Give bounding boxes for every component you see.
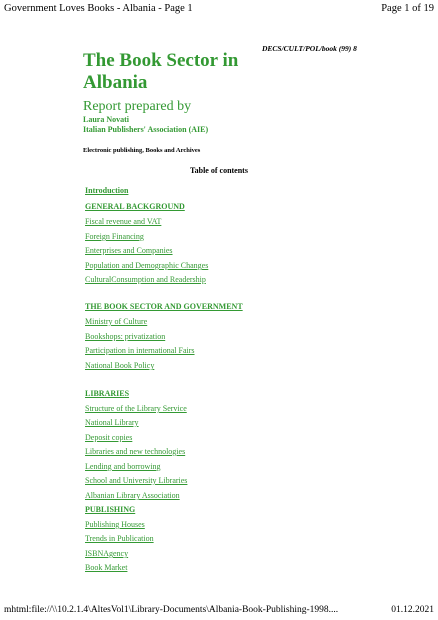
- toc-link[interactable]: Trends in Publication: [85, 534, 154, 543]
- toc-link[interactable]: Participation in international Fairs: [85, 346, 195, 355]
- toc-link[interactable]: School and University Libraries: [85, 476, 188, 485]
- toc-link[interactable]: Albanian Library Association: [85, 491, 180, 500]
- toc-link[interactable]: Enterprises and Companies: [85, 246, 173, 255]
- page-number: Page 1 of 19: [381, 3, 434, 14]
- toc-link[interactable]: CulturalConsumption and Readership: [85, 275, 206, 284]
- document-title: The Book Sector in Albania: [83, 50, 239, 93]
- toc-link[interactable]: Publishing Houses: [85, 520, 145, 529]
- toc-link[interactable]: Foreign Financing: [85, 232, 144, 241]
- report-prepared-label: Report prepared by: [83, 99, 192, 114]
- toc-link[interactable]: Lending and borrowing: [85, 462, 161, 471]
- print-header: [4, 3, 434, 17]
- toc-section-link[interactable]: Introduction: [85, 186, 129, 195]
- toc-link[interactable]: Ministry of Culture: [85, 317, 148, 326]
- author-association: Italian Publishers' Association (AIE): [83, 125, 209, 134]
- toc-link[interactable]: Structure of the Library Service: [85, 404, 187, 413]
- source-path: mhtml:file://\\10.2.1.4\AltesVol1\Library-Documents\Albania-Book-Publishing-1998....: [4, 605, 339, 615]
- toc-link[interactable]: Deposit copies: [85, 433, 133, 442]
- toc-link[interactable]: Libraries and new technologies: [85, 447, 186, 456]
- toc-link[interactable]: Bookshops: privatization: [85, 332, 166, 341]
- page-header-title: Government Loves Books - Albania - Page 1: [4, 3, 193, 14]
- author-name: Laura Novati: [83, 115, 129, 124]
- toc-link[interactable]: Book Market: [85, 563, 128, 572]
- toc-section-link[interactable]: GENERAL BACKGROUND: [85, 202, 185, 211]
- document-subtitle: Electronic publishing, Books and Archives: [83, 147, 201, 154]
- print-date: 01.12.2021: [391, 605, 434, 615]
- toc-link[interactable]: Population and Demographic Changes: [85, 261, 209, 270]
- toc-link[interactable]: National Library: [85, 418, 139, 427]
- toc-link[interactable]: Fiscal revenue and VAT: [85, 217, 162, 226]
- toc-section-link[interactable]: THE BOOK SECTOR AND GOVERNMENT: [85, 302, 243, 311]
- toc-section-link[interactable]: LIBRARIES: [85, 389, 130, 398]
- document-reference: DECS/CULT/POL/book (99) 8: [262, 44, 357, 53]
- toc-link[interactable]: National Book Policy: [85, 361, 155, 370]
- toc-link[interactable]: ISBNAgency: [85, 549, 129, 558]
- toc-heading: Table of contents: [190, 166, 248, 175]
- toc-section-link[interactable]: PUBLISHING: [85, 505, 136, 514]
- print-footer: [4, 605, 434, 617]
